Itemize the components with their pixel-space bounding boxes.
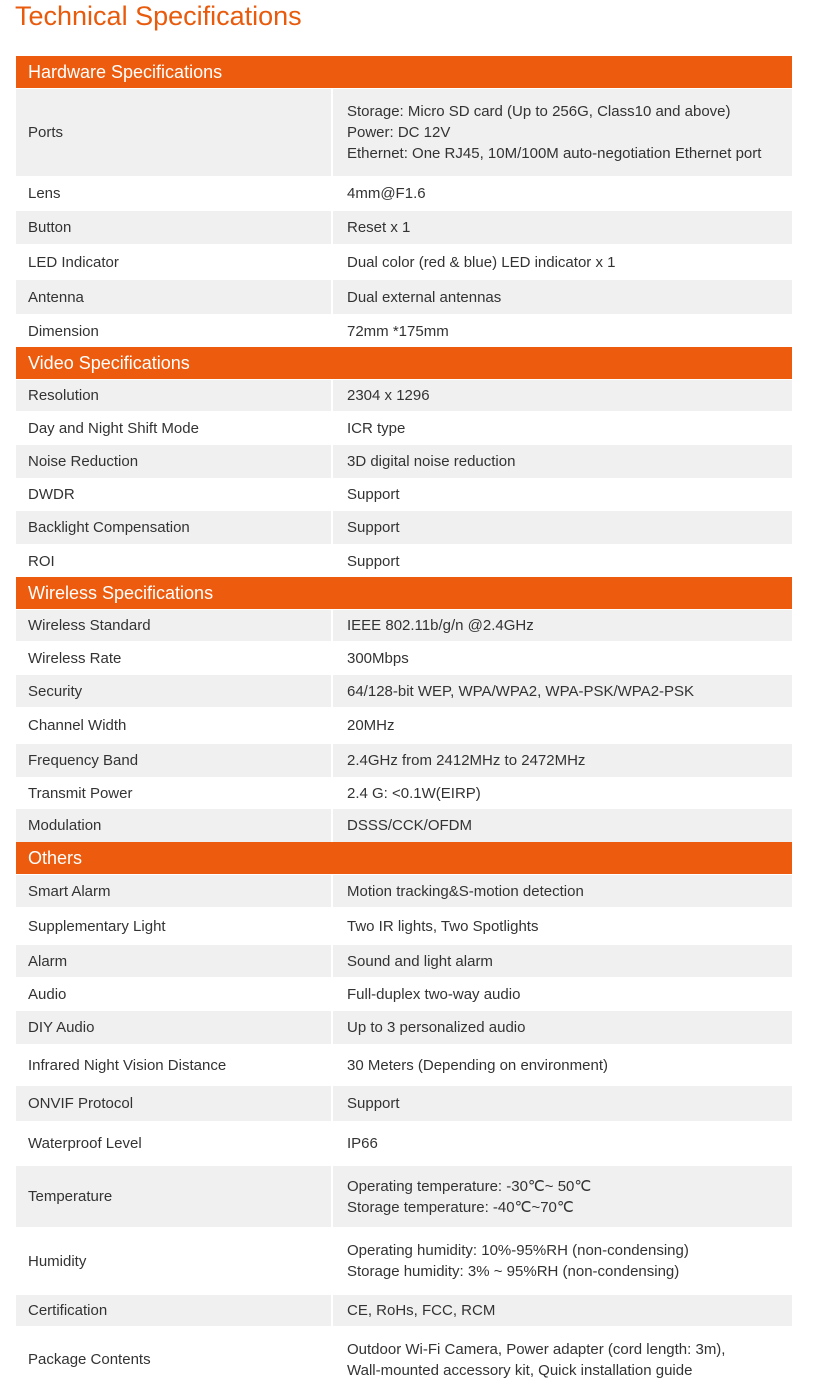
spec-value-line: Support	[347, 552, 400, 570]
spec-row-button	[16, 210, 792, 244]
spec-value	[333, 380, 792, 411]
spec-label: Frequency Band	[16, 744, 333, 777]
spec-label: Package Contents	[16, 1327, 333, 1392]
spec-row-dwdr	[16, 478, 792, 510]
spec-row-humidity	[16, 1227, 792, 1294]
spec-label: Wireless Rate	[16, 642, 333, 674]
spec-row-security	[16, 674, 792, 707]
spec-value	[333, 642, 792, 674]
spec-row-dimension	[16, 314, 792, 347]
spec-value	[333, 744, 792, 777]
spec-value	[333, 1086, 792, 1121]
spec-value-line: Power: DC 12V	[347, 124, 451, 141]
spec-value	[333, 1166, 792, 1227]
spec-label: Channel Width	[16, 708, 333, 743]
spec-value-line: 300Mbps	[347, 649, 409, 667]
spec-value-line: DSSS/CCK/OFDM	[347, 817, 473, 834]
spec-value-line: 2.4GHz from 2412MHz to 2472MHz	[347, 752, 586, 769]
spec-label: Ports	[16, 89, 333, 176]
spec-label: Day and Night Shift Mode	[16, 412, 333, 444]
spec-label: Wireless Standard	[16, 610, 333, 641]
spec-row-modulation	[16, 808, 792, 842]
spec-value-line: Reset x 1	[347, 219, 411, 236]
spec-row-lens	[16, 176, 792, 210]
spec-row-wireless-rate	[16, 641, 792, 674]
spec-row-transmit-power	[16, 777, 792, 808]
spec-value-line: IP66	[347, 1135, 378, 1152]
spec-value	[333, 1045, 792, 1085]
spec-value	[333, 875, 792, 907]
spec-value	[333, 315, 792, 347]
spec-label: Security	[16, 675, 333, 707]
spec-value	[333, 412, 792, 444]
spec-value	[333, 479, 792, 510]
spec-row-audio	[16, 977, 792, 1010]
spec-value-line: Motion tracking&S-motion detection	[347, 882, 584, 900]
spec-label: Modulation	[16, 809, 333, 842]
spec-value-line: CE, RoHs, FCC, RCM	[347, 1302, 496, 1319]
spec-table	[16, 56, 792, 1392]
spec-value-line: Storage humidity: 3% ~ 95%RH (non-condensing)	[347, 1263, 680, 1280]
section-heading-others: Others	[16, 842, 792, 874]
spec-row-led-indicator	[16, 244, 792, 279]
spec-value-line: 30 Meters (Depending on environment)	[347, 1056, 608, 1074]
spec-value	[333, 1228, 792, 1294]
spec-label: ROI	[16, 545, 333, 577]
spec-row-infrared-night-vision-distance	[16, 1044, 792, 1085]
spec-row-roi	[16, 544, 792, 577]
section-heading-video-specifications: Video Specifications	[16, 347, 792, 379]
spec-value	[333, 610, 792, 641]
spec-value-line: 20MHz	[347, 717, 395, 734]
spec-value-line: IEEE 802.11b/g/n @2.4GHz	[347, 617, 534, 634]
spec-row-backlight-compensation	[16, 510, 792, 544]
spec-label: Waterproof Level	[16, 1122, 333, 1165]
spec-row-day-and-night-shift-mode	[16, 411, 792, 444]
spec-value-line: ICR type	[347, 419, 406, 437]
spec-row-supplementary-light	[16, 907, 792, 944]
spec-label: Smart Alarm	[16, 875, 333, 907]
spec-label: LED Indicator	[16, 245, 333, 279]
section-heading-hardware-specifications: Hardware Specifications	[16, 56, 792, 88]
spec-row-onvif-protocol	[16, 1085, 792, 1121]
spec-value-line: Outdoor Wi-Fi Camera, Power adapter (cord length: 3m),	[347, 1340, 726, 1358]
spec-value	[333, 778, 792, 808]
spec-value	[333, 1122, 792, 1165]
spec-value	[333, 511, 792, 544]
spec-value-line: 3D digital noise reduction	[347, 453, 516, 470]
page-title: Technical Specifications	[15, 1, 302, 31]
spec-value	[333, 908, 792, 944]
spec-value	[333, 445, 792, 478]
spec-value-line: Full-duplex two-way audio	[347, 985, 521, 1003]
spec-value-line: Support	[347, 486, 400, 503]
spec-row-alarm	[16, 944, 792, 977]
spec-value	[333, 945, 792, 977]
spec-label: DIY Audio	[16, 1011, 333, 1044]
spec-label: Dimension	[16, 315, 333, 347]
spec-value-line: Two IR lights, Two Spotlights	[347, 917, 539, 935]
spec-value-line: Support	[347, 519, 400, 536]
spec-label: Infrared Night Vision Distance	[16, 1045, 333, 1085]
spec-value	[333, 675, 792, 707]
spec-label: Supplementary Light	[16, 908, 333, 944]
spec-value-line: 4mm@F1.6	[347, 185, 426, 202]
spec-value-line: Ethernet: One RJ45, 10M/100M auto-negotiation Ethernet port	[347, 145, 762, 162]
spec-row-ports	[16, 88, 792, 176]
spec-label: ONVIF Protocol	[16, 1086, 333, 1121]
spec-label: Backlight Compensation	[16, 511, 333, 544]
spec-row-antenna	[16, 279, 792, 314]
spec-value	[333, 1327, 792, 1392]
spec-value	[333, 211, 792, 244]
spec-row-noise-reduction	[16, 444, 792, 478]
spec-value-line: Sound and light alarm	[347, 952, 493, 970]
spec-value-line: Storage temperature: -40℃~70℃	[347, 1198, 574, 1216]
spec-value	[333, 978, 792, 1010]
spec-label: Button	[16, 211, 333, 244]
spec-label: Temperature	[16, 1166, 333, 1227]
spec-value	[333, 89, 792, 176]
spec-value-line: 64/128-bit WEP, WPA/WPA2, WPA-PSK/WPA2-PSK	[347, 682, 695, 700]
spec-value-line: Dual external antennas	[347, 288, 502, 306]
spec-row-diy-audio	[16, 1010, 792, 1044]
spec-label: Transmit Power	[16, 778, 333, 808]
spec-row-smart-alarm	[16, 874, 792, 907]
spec-row-waterproof-level	[16, 1121, 792, 1165]
spec-row-channel-width	[16, 707, 792, 743]
spec-value	[333, 177, 792, 210]
spec-label: Alarm	[16, 945, 333, 977]
spec-value-line: 72mm *175mm	[347, 322, 449, 340]
spec-value-line: Up to 3 personalized audio	[347, 1019, 526, 1036]
spec-value	[333, 1295, 792, 1326]
spec-row-wireless-standard	[16, 609, 792, 641]
spec-label: Humidity	[16, 1228, 333, 1294]
spec-value-line: Storage: Micro SD card (Up to 256G, Class10 and above)	[347, 103, 731, 120]
spec-row-temperature	[16, 1165, 792, 1227]
spec-value-line: 2304 x 1296	[347, 387, 430, 404]
spec-row-package-contents	[16, 1326, 792, 1392]
spec-label: Resolution	[16, 380, 333, 411]
spec-label: Certification	[16, 1295, 333, 1326]
spec-value-line: Operating humidity: 10%-95%RH (non-condensing)	[347, 1242, 689, 1259]
spec-label: DWDR	[16, 479, 333, 510]
spec-label: Audio	[16, 978, 333, 1010]
spec-row-frequency-band	[16, 743, 792, 777]
spec-value	[333, 280, 792, 314]
spec-value	[333, 545, 792, 577]
spec-value-line: Operating temperature: -30℃~ 50℃	[347, 1177, 592, 1195]
spec-row-certification	[16, 1294, 792, 1326]
spec-value-line: Wall-mounted accessory kit, Quick installation guide	[347, 1361, 693, 1379]
spec-row-resolution	[16, 379, 792, 411]
spec-value-line: Dual color (red & blue) LED indicator x 1	[347, 253, 616, 271]
spec-value	[333, 1011, 792, 1044]
spec-value-line: 2.4 G: <0.1W(EIRP)	[347, 784, 481, 802]
spec-value-line: Support	[347, 1095, 400, 1112]
spec-label: Noise Reduction	[16, 445, 333, 478]
section-heading-wireless-specifications: Wireless Specifications	[16, 577, 792, 609]
spec-value	[333, 245, 792, 279]
spec-value	[333, 809, 792, 842]
spec-label: Lens	[16, 177, 333, 210]
spec-label: Antenna	[16, 280, 333, 314]
spec-value	[333, 708, 792, 743]
